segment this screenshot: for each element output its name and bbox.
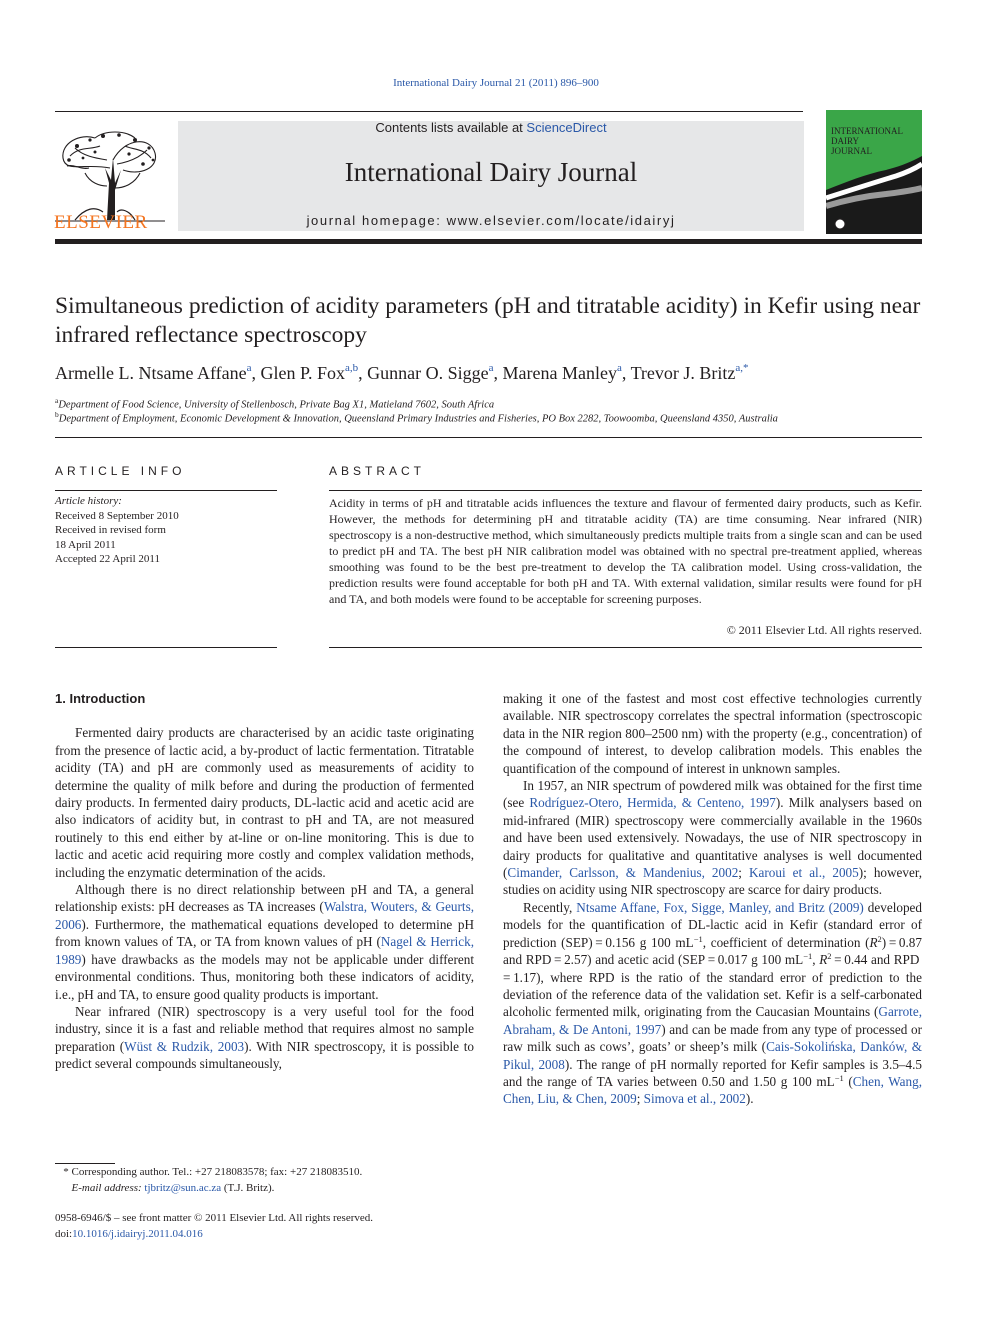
author-name: Marena Manley	[502, 363, 617, 383]
text: = 0.44 and RPD = 1.17), where RPD is the ratio of the standard error of prediction to the deviation of the reference data of the validation set. Kefir is a self-carbonated alcoholic fermented milk, originating from the Caucasian Mountains (	[503, 952, 922, 1020]
cover-title-line-1: INTERNATIONAL	[831, 126, 903, 136]
abstract-text: Acidity in terms of pH and titratable acids influences the texture and flavour of fermented dairy products, such as Kefir. However, the methods for determining pH and titratable acidity (TA) are time consuming. Near infrared (NIR) spectroscopy is a non-destructive method, which simultaneously predicts multiple traits from a single scan and can be used to predict pH and TA. The best pH NIR calibration model was obtained with no spectral pre-treatment applied, whereas smoothing was found to be the best pre-treatment to develop the TA calibration model. Using cross-validation, the prediction results were found acceptable for both pH and TA. With external validation, similar results were found for pH and TA, and both models were found to be acceptable for screening purposes.	[329, 496, 922, 606]
citation-link[interactable]: Walstra, Wouters, & Geurts, 2006	[55, 899, 474, 932]
citation-link[interactable]: Wüst & Rudzik, 2003	[124, 1038, 245, 1054]
history-line: Received in revised form	[55, 524, 166, 536]
text: ). With NIR spectroscopy, it is possible to predict several compounds simultaneously,	[55, 1038, 474, 1072]
author-list	[55, 362, 935, 384]
paragraph: Fermented dairy products are characterised by an acidic taste originating from the presence of lactic acid, a by-product of lactic fermentation. Titratable acidity (TA) and pH are commonly used as measurements of acidity to determine the quality of milk before and during the production of fermented dairy products. In fermented dairy products, DL-lactic acid and acetic acid are also indicators of acidity but, in contrast to pH and TA, are not measured routinely to this end either by at-line or on-line monitoring. This is due to lactic and acetic acid requiring more costly and complex validation methods, including the enzymatic determination of the acids.	[55, 725, 474, 880]
history-label: Article history:	[55, 495, 122, 507]
text: Corresponding author. Tel.: +27 218083578; fax: +27 218083510.	[68, 1166, 363, 1178]
article-history	[55, 494, 277, 567]
citation-link[interactable]: Ntsame Affane, Fox, Sigge, Manley, and Britz (2009)	[576, 899, 864, 915]
citation-link[interactable]: Rodríguez-Otero, Hermida, & Centeno, 1997	[529, 795, 776, 811]
journal-title: International Dairy Journal	[344, 157, 638, 187]
body-column-right	[503, 690, 922, 1108]
header-rule-bottom	[55, 239, 922, 244]
doi-line	[55, 1227, 475, 1243]
journal-cover-image	[826, 110, 922, 234]
superscript: −1	[693, 933, 703, 944]
text: ). Milk analysers based on mid-infrared (MIR) spectroscopy were commercially available in the 1960s and have been used extensively. Nowadays, the use of NIR spectroscopy in dairy products for qualitative and quantitative analyses is well documented (	[503, 795, 922, 881]
author-affil-mark[interactable]: a	[246, 362, 252, 374]
divider	[55, 647, 277, 648]
text: , coefficient of determination (	[702, 934, 870, 950]
author-affil-mark[interactable]: a,*	[735, 362, 749, 374]
article-title: Simultaneous prediction of acidity parameters (pH and titratable acidity) in Kefir using near infrared reflectance spectroscopy	[55, 293, 921, 348]
affiliation-mark: a	[55, 396, 59, 405]
affiliation-a	[55, 396, 935, 411]
text: ;	[738, 865, 749, 881]
italic-symbol: R	[819, 952, 828, 968]
abstract-heading: ABSTRACT	[329, 464, 426, 478]
italic-symbol: R	[869, 934, 878, 950]
author-separator: ,	[621, 363, 631, 383]
paragraph: making it one of the fastest and most cost effective technologies currently available. NIR spectroscopy correlates the spectral information (spectroscopic data in the NIR region 800–2500 nm) with the property (e.g., concentration) of the compound of interest, to develop calibration models. This enables the quantification of the compound of interest in unknown samples.	[503, 691, 922, 776]
doi-link[interactable]: 10.1016/j.idairyj.2011.04.016	[72, 1227, 203, 1240]
issn-line: 0958-6946/$ – see front matter © 2011 Elsevier Ltd. All rights reserved.	[55, 1212, 374, 1224]
footnote	[55, 1165, 475, 1196]
citation-link[interactable]: Nagel & Herrick, 1989	[55, 934, 474, 967]
cover-title-line-3: JOURNAL	[831, 146, 873, 156]
citation-link[interactable]: Chen, Wang, Chen, Liu, & Chen, 2009	[503, 1073, 922, 1107]
text: ) have drawbacks as the models may not be applicable under different environmental conditions. Thus, monitoring both these indicators of acidity, i.e., pH and TA, to ensure good quality products is important.	[55, 951, 474, 1002]
author-separator: ,	[251, 363, 261, 383]
text: ,	[812, 952, 820, 968]
superscript: 2	[827, 951, 832, 962]
author-name: Trevor J. Britz	[630, 363, 736, 383]
superscript: −1	[803, 951, 813, 962]
body-column-left	[55, 690, 474, 1073]
citation-link[interactable]: Simova et al., 2002	[643, 1091, 746, 1107]
affiliation-mark: b	[55, 410, 59, 419]
footnote-rule	[55, 1163, 115, 1164]
author-name: Armelle L. Ntsame Affane	[55, 363, 247, 383]
text: (	[843, 1073, 853, 1089]
text: developed models for the quantification of DL-lactic acid in Kefir (standard error of prediction (SEP) = 0.156 g 100 mL	[503, 899, 922, 950]
text: Recently,	[523, 899, 577, 915]
divider	[55, 437, 922, 438]
front-matter	[55, 1211, 475, 1242]
paragraph	[503, 777, 922, 899]
text: ;	[636, 1091, 644, 1107]
text: ) and can be made from any type of processed or raw milk such as cows’, goats’ or sheep’s milk (	[503, 1021, 922, 1055]
text: (T.J. Britz).	[221, 1181, 275, 1194]
doi-prefix: doi:	[55, 1227, 73, 1240]
article-info-heading: ARTICLE INFO	[55, 464, 186, 478]
history-line: Accepted 22 April 2011	[55, 553, 160, 565]
divider	[329, 647, 922, 648]
section-heading-introduction: 1. Introduction	[55, 691, 146, 706]
text: In 1957, an NIR spectrum of powdered milk was obtained for the first time (see	[503, 778, 922, 811]
text: Near infrared (NIR) spectroscopy is a very useful tool for the food industry, since it is a fast and reliable method that requires almost no sample preparation (	[55, 1003, 474, 1054]
contents-line	[178, 120, 804, 135]
author-separator: ,	[358, 363, 368, 383]
text: ).	[745, 1091, 754, 1107]
copyright-line: © 2011 Elsevier Ltd. All rights reserved.	[726, 623, 922, 637]
author-name: Glen P. Fox	[260, 363, 346, 383]
paragraph	[503, 899, 922, 1108]
affiliation-b	[55, 410, 935, 425]
text: ). The range of pH normally reported for Kefir samples is 3.5–4.5 and the range of TA varies between 0.50 and 1.50 g 100 mL	[503, 1056, 922, 1089]
contents-prefix: Contents lists available at	[375, 120, 527, 135]
affiliation-text: Department of Food Science, University of Stellenbosch, Private Bag X1, Matieland 7602, South Africa	[58, 399, 495, 411]
citation-link[interactable]: Cimander, Carlsson, & Mandenius, 2002	[507, 865, 739, 881]
email-link[interactable]: tjbritz@sun.ac.za	[144, 1181, 222, 1194]
author-affil-mark[interactable]: a,b	[345, 362, 359, 374]
divider	[329, 490, 922, 491]
superscript: 2	[877, 933, 882, 944]
text: ). Furthermore, the mathematical equations developed to determine pH from known values of TA, or TA from known values of pH (	[55, 916, 474, 950]
corresponding-author-note	[55, 1165, 475, 1181]
author-affil-mark[interactable]: a	[616, 362, 622, 374]
sciencedirect-link[interactable]: ScienceDirect	[526, 120, 607, 135]
text: ); however, studies on acidity using NIR spectroscopy are scarce for dairy products.	[503, 865, 922, 898]
citation-link[interactable]: Karoui et al., 2005	[749, 865, 859, 881]
journal-homepage[interactable]: journal homepage: www.elsevier.com/locate/idairyj	[306, 213, 676, 228]
author-separator: ,	[493, 363, 503, 383]
journal-reference[interactable]: International Dairy Journal 21 (2011) 896–900	[393, 77, 599, 89]
header-rule-top	[55, 111, 803, 112]
paragraph	[55, 1003, 474, 1073]
author-name: Gunnar O. Sigge	[367, 363, 489, 383]
history-line: Received 8 September 2010	[55, 509, 179, 522]
text: Although there is no direct relationship between pH and TA, a general relationship exists: pH decreases as TA increases (	[55, 882, 474, 915]
affiliation-text: Department of Employment, Economic Development & Innovation, Queensland Primary Industries and Fisheries, PO Box 2282, Toowoomba, Queensland 4350, Australia	[58, 413, 778, 425]
citation-link[interactable]: Garrote, Abraham, & De Antoni, 1997	[503, 1004, 922, 1037]
paragraph	[55, 881, 474, 1003]
cover-title-line-2: DAIRY	[831, 136, 860, 146]
footnote-mark: *	[63, 1166, 69, 1178]
email-label: E-mail address:	[71, 1181, 142, 1194]
superscript: −1	[834, 1072, 844, 1083]
history-line: 18 April 2011	[55, 538, 116, 551]
elsevier-wordmark: ELSEVIER	[54, 212, 148, 233]
email-line	[55, 1181, 475, 1197]
text: ) = 0.87 and RPD = 2.57) and acetic acid (SEP = 0.017 g 100 mL	[503, 934, 922, 968]
author-affil-mark[interactable]: a	[488, 362, 494, 374]
divider	[55, 490, 277, 491]
citation-link[interactable]: Cais-Sokolińska, Danków, & Pikul, 2008	[503, 1039, 922, 1072]
